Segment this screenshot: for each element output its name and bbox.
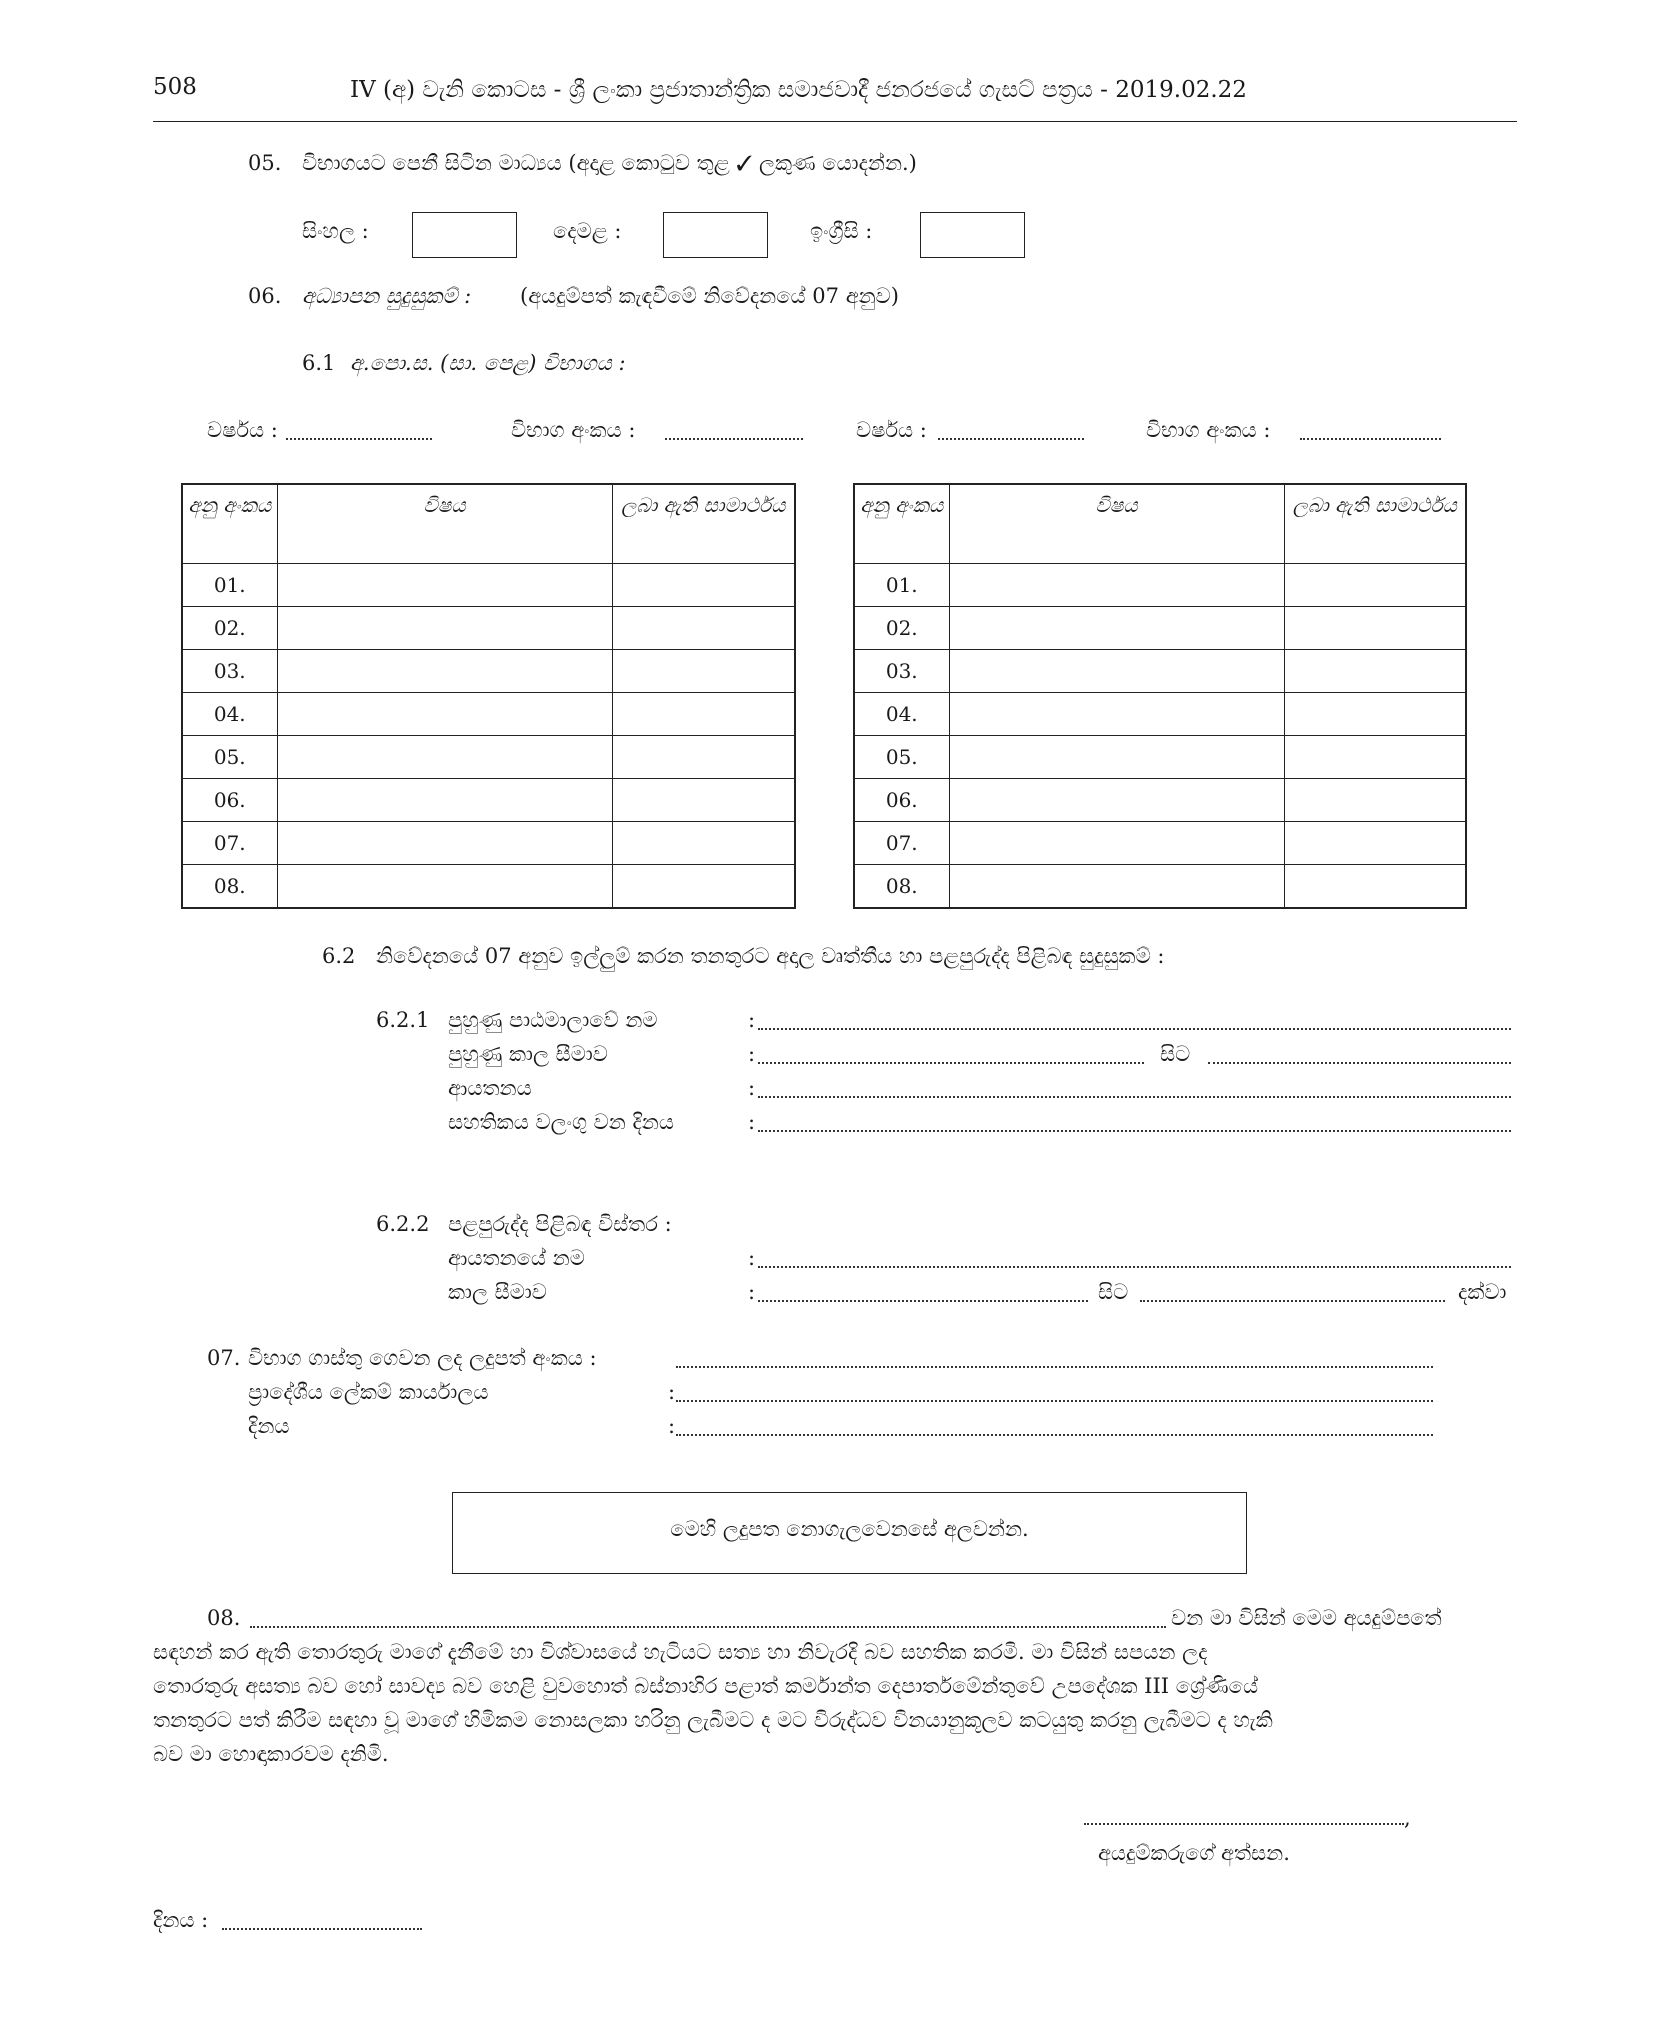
subject-cell[interactable] (277, 693, 612, 736)
index-label-2: විභාග අංකය : (1146, 418, 1271, 442)
subject-cell[interactable] (277, 736, 612, 779)
grade-cell[interactable] (612, 693, 795, 736)
divisional-office-field[interactable] (676, 1400, 1433, 1402)
grade-cell[interactable] (1284, 865, 1466, 909)
col-header-serial: අනු අංකය (854, 484, 949, 564)
subject-cell[interactable] (277, 650, 612, 693)
grade-cell[interactable] (1284, 779, 1466, 822)
grade-cell[interactable] (612, 865, 795, 909)
receipt-number-label: විභාග ගාස්තු ගෙවන ලද ලදුපත් අංකය : (248, 1346, 597, 1370)
medium-english-checkbox[interactable] (920, 212, 1025, 258)
declaration-line-2: සඳහන් කර ඇති තොරතුරු මාගේ දැනීමේ හා විශ්වාසයේ හැටියට සත්‍ය හා නිවැරදි බව සහතික කරමි. මා විසින් සපයන ලද (153, 1640, 1208, 1664)
subject-cell[interactable] (949, 564, 1284, 607)
year-field-1[interactable] (286, 438, 432, 440)
table-header-row (182, 484, 795, 564)
row-number: 03. (182, 650, 277, 693)
payment-date-field[interactable] (676, 1434, 1433, 1436)
header-rule (153, 121, 1517, 122)
subject-cell[interactable] (277, 865, 612, 909)
from-label: සිට (1098, 1280, 1129, 1304)
row-number: 01. (854, 564, 949, 607)
table-row (854, 693, 1466, 736)
colon: : (748, 1042, 756, 1066)
section-05-text: විභාගයට පෙනී සිටින මාධ්‍යය (අදාළ කොටුව තුළ ✓ ලකුණ යොදන්න.) (302, 151, 917, 175)
date-label: දිනය : (153, 1908, 209, 1932)
applicant-name-field[interactable] (250, 1626, 1166, 1628)
training-period-label: පුහුණු කාල සීමාව (448, 1042, 608, 1066)
table-row (854, 865, 1466, 909)
grade-cell[interactable] (612, 779, 795, 822)
table-row (854, 564, 1466, 607)
table-header-row (854, 484, 1466, 564)
institute-name-field[interactable] (758, 1266, 1511, 1268)
row-number: 06. (182, 779, 277, 822)
colon: : (748, 1076, 756, 1100)
table-row (182, 693, 795, 736)
section-6-2-1-number: 6.2.1 (376, 1008, 430, 1032)
row-number: 01. (182, 564, 277, 607)
medium-sinhala-label: සිංහල : (302, 219, 369, 243)
results-table-1 (181, 483, 796, 909)
experience-title: පළපුරුද්ද පිළිබඳ විස්තර : (448, 1212, 672, 1236)
table-row (854, 607, 1466, 650)
table-row (854, 736, 1466, 779)
subject-cell[interactable] (949, 779, 1284, 822)
section-06-label: අධ්‍යාපන සුදුසුකම් : (302, 284, 472, 308)
index-label-1: විභාග අංකය : (511, 418, 636, 442)
section-06-number: 06. (248, 284, 282, 308)
table-row (182, 564, 795, 607)
col-header-subject: විෂය (949, 484, 1284, 564)
index-field-1[interactable] (665, 438, 803, 440)
medium-english-label: ඉංග්‍රීසි : (810, 219, 873, 243)
signature-field[interactable] (1084, 1823, 1404, 1825)
row-number: 04. (854, 693, 949, 736)
row-number: 02. (182, 607, 277, 650)
row-number: 07. (182, 822, 277, 865)
institute-field[interactable] (758, 1096, 1511, 1098)
table-row (182, 865, 795, 909)
declaration-line-3: තොරතුරු අසත්‍ය බව හෝ සාවද්‍ය බව හෙළි වුවහොත් බස්නාහිර පළාත් කර්මාන්ත දෙපාර්තමේන්තුවේ උපදේශක III ශ්‍රේණියේ (153, 1674, 1259, 1698)
colon: : (748, 1008, 756, 1032)
grade-cell[interactable] (612, 607, 795, 650)
colon: : (748, 1280, 756, 1304)
col-header-grade: ලබා ඇති සාමාර්ථය (612, 484, 795, 564)
section-6-2-2-number: 6.2.2 (376, 1212, 430, 1236)
grade-cell[interactable] (1284, 564, 1466, 607)
date-field[interactable] (222, 1928, 422, 1930)
subject-cell[interactable] (277, 607, 612, 650)
section-05-number: 05. (248, 151, 282, 175)
medium-sinhala-checkbox[interactable] (412, 212, 517, 258)
section-08-number: 08. (207, 1606, 241, 1630)
subject-cell[interactable] (277, 779, 612, 822)
signature-comma: , (1404, 1806, 1411, 1830)
certificate-valid-date-field[interactable] (758, 1130, 1511, 1132)
row-number: 05. (854, 736, 949, 779)
row-number: 05. (182, 736, 277, 779)
colon: : (748, 1246, 756, 1270)
declaration-line-1: වන මා විසින් මෙම අයදුම්පතේ (1171, 1606, 1442, 1630)
subject-cell[interactable] (277, 564, 612, 607)
declaration-line-4: තනතුරට පත් කිරීම සඳහා වූ මාගේ හිමිකම නොසලකා හරිනු ලැබීමට ද මට විරුද්ධව විනයානුකූලව කටයුතු කරනු ලැබීමට ද හැකි (153, 1708, 1273, 1732)
row-number: 02. (854, 607, 949, 650)
experience-period-label: කාල සීමාව (448, 1280, 547, 1304)
grade-cell[interactable] (612, 650, 795, 693)
row-number: 04. (182, 693, 277, 736)
table-row (854, 779, 1466, 822)
experience-period-from-field[interactable] (758, 1300, 1088, 1302)
section-6-1-number: 6.1 (302, 351, 336, 375)
year-label-1: වර්ෂය : (207, 418, 278, 442)
colon: : (668, 1380, 676, 1404)
training-period-from-field[interactable] (758, 1062, 1144, 1064)
divisional-office-label: ප්‍රාදේශීය ලේකම් කාර්යාලය (248, 1380, 489, 1404)
certificate-valid-date-label: සහතිකය වලංගු වන දිනය (448, 1110, 674, 1134)
subject-cell[interactable] (277, 822, 612, 865)
table-row (854, 822, 1466, 865)
section-06-note: (අයදුම්පත් කැඳවීමේ නිවේදනයේ 07 අනුව) (520, 284, 899, 308)
table-row (182, 822, 795, 865)
table-row (182, 779, 795, 822)
to-label: දක්වා (1458, 1280, 1507, 1304)
grade-cell[interactable] (612, 822, 795, 865)
page-number: 508 (153, 74, 197, 100)
grade-cell[interactable] (612, 736, 795, 779)
grade-cell[interactable] (1284, 736, 1466, 779)
index-field-2[interactable] (1300, 438, 1441, 440)
table-row (182, 736, 795, 779)
course-name-label: පුහුණු පාඨමාලාවේ නම (448, 1008, 658, 1032)
medium-tamil-checkbox[interactable] (663, 212, 768, 258)
institute-label: ආයතනය (448, 1076, 532, 1100)
grade-cell[interactable] (1284, 822, 1466, 865)
colon: : (668, 1414, 676, 1438)
signature-label: අයදුම්කරුගේ අත්සන. (1098, 1841, 1290, 1865)
medium-tamil-label: දෙමළ : (553, 219, 622, 243)
payment-date-label: දිනය (248, 1414, 290, 1438)
year-label-2: වර්ෂය : (856, 418, 927, 442)
course-name-field[interactable] (758, 1028, 1511, 1030)
declaration-line-5: බව මා හොඳාකාරවම දනිමි. (153, 1742, 389, 1766)
subject-cell[interactable] (949, 693, 1284, 736)
row-number: 07. (854, 822, 949, 865)
table-row (182, 650, 795, 693)
training-period-to-field[interactable] (1208, 1062, 1511, 1064)
subject-cell[interactable] (949, 736, 1284, 779)
col-header-grade: ලබා ඇති සාමාර්ථය (1284, 484, 1466, 564)
grade-cell[interactable] (1284, 650, 1466, 693)
receipt-paste-instruction: මෙහි ලදුපත නොගැලවෙනසේ අලවන්න. (670, 1517, 1029, 1541)
year-field-2[interactable] (938, 438, 1084, 440)
row-number: 08. (182, 865, 277, 909)
row-number: 06. (854, 779, 949, 822)
col-header-subject: විෂය (277, 484, 612, 564)
from-label: සිට (1160, 1042, 1191, 1066)
gazette-title: IV (අ) වැනි කොටස - ශ්‍රී ලංකා ප්‍රජාතාන්ත්‍රික සමාජවාදී ජනරජයේ ගැසට් පත්‍රය - 2019.02.22 (350, 77, 1247, 103)
results-table-2 (853, 483, 1467, 909)
section-07-number: 07. (207, 1346, 241, 1370)
section-6-2-text: නිවේදනයේ 07 අනුව ඉල්ලුම් කරන තනතුරට අදාල වෘත්තීය හා පළපුරුද්ද පිළිබඳ සුදුසුකම් : (376, 944, 1165, 968)
table-row (182, 607, 795, 650)
subject-cell[interactable] (949, 865, 1284, 909)
grade-cell[interactable] (1284, 693, 1466, 736)
col-header-serial: අනු අංකය (182, 484, 277, 564)
table-row (854, 650, 1466, 693)
row-number: 03. (854, 650, 949, 693)
institute-name-label: ආයතනයේ නම (448, 1246, 585, 1270)
colon: : (748, 1110, 756, 1134)
subject-cell[interactable] (949, 650, 1284, 693)
row-number: 08. (854, 865, 949, 909)
section-6-1-label: අ.පො.ස. (සා. පෙළ) විභාගය : (350, 351, 626, 375)
grade-cell[interactable] (612, 564, 795, 607)
receipt-paste-box[interactable] (452, 1492, 1247, 1574)
section-6-2-number: 6.2 (322, 944, 356, 968)
subject-cell[interactable] (949, 822, 1284, 865)
experience-period-to-field[interactable] (1140, 1300, 1445, 1302)
grade-cell[interactable] (1284, 607, 1466, 650)
receipt-number-field[interactable] (676, 1366, 1433, 1368)
subject-cell[interactable] (949, 607, 1284, 650)
